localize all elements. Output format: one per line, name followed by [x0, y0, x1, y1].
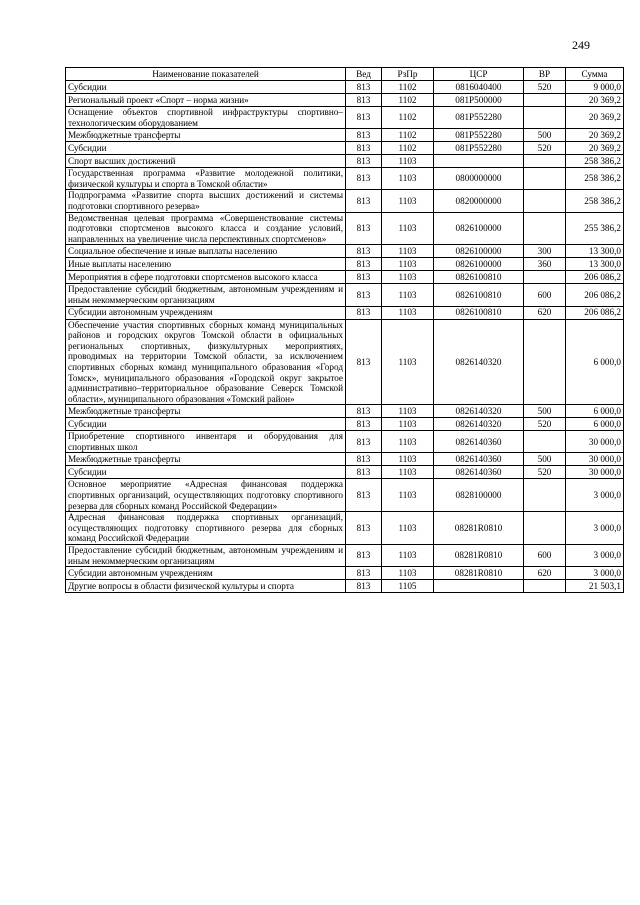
cell-csr: 081P552280 [434, 142, 524, 155]
cell-csr: 081P552280 [434, 129, 524, 142]
cell-name: Межбюджетные трансферты [66, 129, 346, 142]
cell-sum: 20 369,2 [566, 94, 624, 107]
cell-csr: 0826100810 [434, 306, 524, 319]
cell-vr: 520 [524, 81, 566, 94]
cell-name: Иные выплаты населению [66, 258, 346, 271]
budget-table [65, 67, 624, 593]
cell-sum: 30 000,0 [566, 431, 624, 453]
cell-rzpr: 1103 [382, 284, 434, 306]
cell-csr: 0800000000 [434, 168, 524, 190]
cell-ved: 813 [346, 245, 382, 258]
table-row [66, 258, 624, 271]
cell-name: Региональный проект «Спорт – норма жизни» [66, 94, 346, 107]
cell-ved: 813 [346, 466, 382, 479]
cell-vr: 600 [524, 284, 566, 306]
cell-vr [524, 212, 566, 245]
cell-ved: 813 [346, 284, 382, 306]
header-rzpr: РзПр [382, 68, 434, 81]
cell-vr [524, 580, 566, 593]
cell-sum: 258 386,2 [566, 168, 624, 190]
cell-ved: 813 [346, 306, 382, 319]
cell-sum: 6 000,0 [566, 418, 624, 431]
cell-rzpr: 1102 [382, 142, 434, 155]
table-row [66, 512, 624, 545]
cell-csr: 0826140320 [434, 405, 524, 418]
cell-name: Предоставление субсидий бюджетным, автономным учреждениям и иным некоммерческим организациям [66, 284, 346, 306]
cell-csr: 08281R0810 [434, 545, 524, 567]
cell-sum: 3 000,0 [566, 545, 624, 567]
cell-sum: 21 503,1 [566, 580, 624, 593]
cell-vr [524, 479, 566, 512]
table-row [66, 453, 624, 466]
cell-sum: 6 000,0 [566, 405, 624, 418]
table-row [66, 245, 624, 258]
cell-rzpr: 1103 [382, 418, 434, 431]
cell-rzpr: 1103 [382, 271, 434, 284]
cell-vr: 600 [524, 545, 566, 567]
table-row [66, 94, 624, 107]
cell-sum: 258 386,2 [566, 155, 624, 168]
cell-rzpr: 1103 [382, 479, 434, 512]
cell-name: Адресная финансовая поддержка спортивных организаций, осуществляющих подготовку спортивного резерва для сборных команд Российской Федерации [66, 512, 346, 545]
cell-ved: 813 [346, 190, 382, 212]
header-vr: ВР [524, 68, 566, 81]
cell-csr: 0816040400 [434, 81, 524, 94]
cell-csr: 0826100000 [434, 212, 524, 245]
cell-sum: 30 000,0 [566, 453, 624, 466]
cell-ved: 813 [346, 94, 382, 107]
cell-ved: 813 [346, 107, 382, 129]
cell-vr [524, 168, 566, 190]
cell-sum: 206 086,2 [566, 284, 624, 306]
cell-name: Межбюджетные трансферты [66, 453, 346, 466]
cell-sum: 20 369,2 [566, 129, 624, 142]
table-row [66, 418, 624, 431]
cell-name: Приобретение спортивного инвентаря и оборудования для спортивных школ [66, 431, 346, 453]
cell-rzpr: 1103 [382, 545, 434, 567]
table-body [66, 81, 624, 593]
cell-ved: 813 [346, 580, 382, 593]
cell-rzpr: 1103 [382, 190, 434, 212]
cell-sum: 3 000,0 [566, 512, 624, 545]
cell-sum: 206 086,2 [566, 306, 624, 319]
cell-vr: 500 [524, 453, 566, 466]
cell-vr: 360 [524, 258, 566, 271]
cell-ved: 813 [346, 405, 382, 418]
table-row [66, 479, 624, 512]
cell-rzpr: 1103 [382, 512, 434, 545]
cell-vr: 520 [524, 418, 566, 431]
cell-sum: 9 000,0 [566, 81, 624, 94]
header-csr: ЦСР [434, 68, 524, 81]
cell-vr [524, 271, 566, 284]
cell-ved: 813 [346, 545, 382, 567]
cell-csr: 0826140360 [434, 431, 524, 453]
cell-name: Субсидии автономным учреждениям [66, 567, 346, 580]
cell-sum: 20 369,2 [566, 107, 624, 129]
cell-name: Социальное обеспечение и иные выплаты населению [66, 245, 346, 258]
cell-vr: 620 [524, 567, 566, 580]
table-row [66, 81, 624, 94]
cell-ved: 813 [346, 512, 382, 545]
cell-sum: 6 000,0 [566, 319, 624, 405]
cell-ved: 813 [346, 479, 382, 512]
table-row [66, 271, 624, 284]
cell-sum: 255 386,2 [566, 212, 624, 245]
cell-ved: 813 [346, 258, 382, 271]
cell-name: Государственная программа «Развитие молодежной политики, физической культуры и спорта в Томской области» [66, 168, 346, 190]
cell-csr: 0826100000 [434, 258, 524, 271]
cell-vr: 300 [524, 245, 566, 258]
cell-sum: 3 000,0 [566, 479, 624, 512]
cell-rzpr: 1103 [382, 306, 434, 319]
cell-vr: 500 [524, 129, 566, 142]
header-name: Наименование показателей [66, 68, 346, 81]
cell-rzpr: 1102 [382, 129, 434, 142]
cell-vr: 500 [524, 405, 566, 418]
cell-ved: 813 [346, 155, 382, 168]
cell-csr: 081P552280 [434, 107, 524, 129]
cell-vr [524, 155, 566, 168]
cell-rzpr: 1103 [382, 155, 434, 168]
cell-rzpr: 1103 [382, 405, 434, 418]
table-row [66, 142, 624, 155]
table-row [66, 284, 624, 306]
table-row [66, 431, 624, 453]
cell-name: Обеспечение участия спортивных сборных команд муниципальных районов и городских округов Томской области в официальных региональных спортивных, физкультурных мероприятиях, проводимых на территории Томской области, за исключением спортивных сборных команд муниципального образования «Город Томск», муниципального образования «Городской округ закрытое административно–территориальное образование Северск Томской области», муниципального образования «Томский район» [66, 319, 346, 405]
cell-rzpr: 1102 [382, 107, 434, 129]
cell-name: Мероприятия в сфере подготовки спортсменов высокого класса [66, 271, 346, 284]
cell-rzpr: 1103 [382, 466, 434, 479]
cell-name: Субсидии автономным учреждениям [66, 306, 346, 319]
cell-rzpr: 1103 [382, 168, 434, 190]
cell-vr [524, 319, 566, 405]
cell-vr [524, 431, 566, 453]
cell-rzpr: 1103 [382, 567, 434, 580]
cell-ved: 813 [346, 431, 382, 453]
cell-ved: 813 [346, 81, 382, 94]
cell-ved: 813 [346, 418, 382, 431]
cell-sum: 20 369,2 [566, 142, 624, 155]
cell-csr: 0826140320 [434, 418, 524, 431]
cell-csr: 0826140360 [434, 466, 524, 479]
cell-csr: 0826140320 [434, 319, 524, 405]
cell-sum: 13 300,0 [566, 245, 624, 258]
cell-rzpr: 1103 [382, 258, 434, 271]
cell-ved: 813 [346, 453, 382, 466]
cell-csr: 0826100000 [434, 245, 524, 258]
cell-name: Предоставление субсидий бюджетным, автономным учреждениям и иным некоммерческим организациям [66, 545, 346, 567]
cell-ved: 813 [346, 168, 382, 190]
cell-rzpr: 1102 [382, 94, 434, 107]
cell-rzpr: 1103 [382, 319, 434, 405]
cell-name: Подпрограмма «Развитие спорта высших достижений и системы подготовки спортивного резерва» [66, 190, 346, 212]
cell-sum: 13 300,0 [566, 258, 624, 271]
header-sum: Сумма [566, 68, 624, 81]
cell-csr: 081P500000 [434, 94, 524, 107]
cell-ved: 813 [346, 567, 382, 580]
table-row [66, 405, 624, 418]
cell-rzpr: 1103 [382, 245, 434, 258]
cell-csr: 0826140360 [434, 453, 524, 466]
cell-vr: 620 [524, 306, 566, 319]
cell-sum: 206 086,2 [566, 271, 624, 284]
cell-name: Ведомственная целевая программа «Совершенствование системы подготовки спортсменов высокого класса и создание условий, направленных на увеличение числа перспективных спортсменов» [66, 212, 346, 245]
cell-ved: 813 [346, 142, 382, 155]
cell-csr: 0826100810 [434, 271, 524, 284]
cell-vr [524, 190, 566, 212]
cell-vr [524, 107, 566, 129]
table-row [66, 319, 624, 405]
cell-vr: 520 [524, 142, 566, 155]
cell-csr: 0826100810 [434, 284, 524, 306]
table-row [66, 168, 624, 190]
cell-ved: 813 [346, 212, 382, 245]
cell-rzpr: 1103 [382, 431, 434, 453]
cell-vr [524, 512, 566, 545]
cell-rzpr: 1102 [382, 81, 434, 94]
cell-ved: 813 [346, 271, 382, 284]
cell-ved: 813 [346, 319, 382, 405]
table-row [66, 306, 624, 319]
cell-name: Основное мероприятие «Адресная финансовая поддержка спортивных организаций, осуществляющих подготовку спортивного резерва для сборных команд Российской Федерации» [66, 479, 346, 512]
cell-name: Субсидии [66, 418, 346, 431]
cell-csr [434, 155, 524, 168]
cell-rzpr: 1103 [382, 453, 434, 466]
header-ved: Вед [346, 68, 382, 81]
cell-vr: 520 [524, 466, 566, 479]
cell-csr: 08281R0810 [434, 567, 524, 580]
cell-csr: 0828100000 [434, 479, 524, 512]
table-header-row [66, 68, 624, 81]
cell-csr: 08281R0810 [434, 512, 524, 545]
cell-name: Оснащение объектов спортивной инфраструктуры спортивно–технологическим оборудованием [66, 107, 346, 129]
table-row [66, 107, 624, 129]
cell-vr [524, 94, 566, 107]
table-row [66, 545, 624, 567]
table-row [66, 212, 624, 245]
cell-name: Другие вопросы в области физической культуры и спорта [66, 580, 346, 593]
cell-ved: 813 [346, 129, 382, 142]
cell-rzpr: 1105 [382, 580, 434, 593]
cell-name: Субсидии [66, 466, 346, 479]
cell-sum: 30 000,0 [566, 466, 624, 479]
page-number: 249 [572, 38, 590, 52]
cell-csr [434, 580, 524, 593]
table-row [66, 155, 624, 168]
cell-rzpr: 1103 [382, 212, 434, 245]
cell-sum: 3 000,0 [566, 567, 624, 580]
cell-name: Субсидии [66, 81, 346, 94]
cell-name: Субсидии [66, 142, 346, 155]
cell-csr: 0820000000 [434, 190, 524, 212]
cell-name: Межбюджетные трансферты [66, 405, 346, 418]
table-row [66, 580, 624, 593]
cell-sum: 258 386,2 [566, 190, 624, 212]
table-row [66, 190, 624, 212]
table-row [66, 466, 624, 479]
table-row [66, 129, 624, 142]
table-row [66, 567, 624, 580]
cell-name: Спорт высших достижений [66, 155, 346, 168]
